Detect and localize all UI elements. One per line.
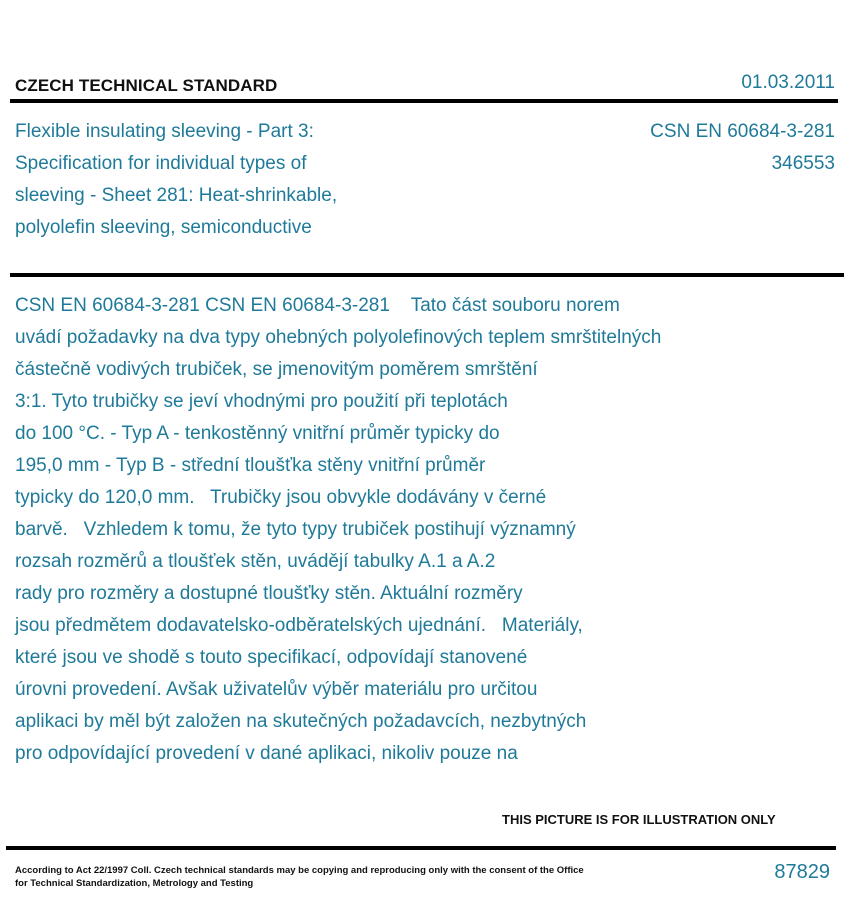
standard-code: CSN EN 60684-3-281	[650, 121, 835, 142]
section-divider	[10, 273, 844, 277]
title-line: Flexible insulating sleeving - Part 3:	[15, 121, 314, 142]
text-line: typicky do 120,0 mm. Trubičky jsou obvykle dodávány v černé	[15, 487, 547, 508]
header-label: CZECH TECHNICAL STANDARD	[15, 76, 278, 95]
text-line: aplikaci by měl být založen na skutečných požadavcích, nezbytných	[15, 711, 587, 732]
text-line: barvě. Vzhledem k tomu, že tyto typy trubiček postihují významný	[15, 519, 576, 540]
document-number: 87829	[774, 861, 830, 883]
publication-date: 01.03.2011	[741, 72, 835, 93]
legal-notice	[15, 864, 595, 890]
standard-title	[15, 116, 435, 244]
abstract-text	[15, 290, 845, 770]
title-line: Specification for individual types of	[15, 153, 307, 174]
text-line: CSN EN 60684-3-281 CSN EN 60684-3-281 Tato část souboru norem	[15, 295, 620, 316]
text-line: rady pro rozměry a dostupné tloušťky stěn. Aktuální rozměry	[15, 583, 523, 604]
title-line: sleeving - Sheet 281: Heat-shrinkable,	[15, 185, 338, 206]
text-line: uvádí požadavky na dva typy ohebných polyolefinových teplem smrštitelných	[15, 327, 662, 348]
text-line: úrovni provedení. Avšak uživatelův výběr materiálu pro určitou	[15, 679, 538, 700]
text-line: jsou předmětem dodavatelsko-odběratelských ujednání. Materiály,	[15, 615, 583, 636]
legal-line: According to Act 22/1997 Coll. Czech technical standards may be copying and reproducing only with the consent of the Office	[15, 865, 584, 876]
text-line: které jsou ve shodě s touto specifikací, odpovídají stanovené	[15, 647, 528, 668]
text-line: do 100 °C. - Typ A - tenkostěnný vnitřní průměr typicky do	[15, 423, 500, 444]
illustration-note: THIS PICTURE IS FOR ILLUSTRATION ONLY	[502, 812, 776, 827]
text-line: pro odpovídající provedení v dané aplikaci, nikoliv pouze na	[15, 743, 518, 764]
text-line: částečně vodivých trubiček, se jmenovitým poměrem smrštění	[15, 359, 538, 380]
footer-divider	[6, 846, 836, 850]
text-line: 3:1. Tyto trubičky se jeví vhodnými pro použití při teplotách	[15, 391, 508, 412]
text-line: rozsah rozměrů a tloušťek stěn, uvádějí tabulky A.1 a A.2	[15, 551, 496, 572]
standard-codes	[650, 116, 835, 180]
class-number: 346553	[771, 153, 835, 174]
header-divider	[10, 99, 838, 103]
legal-line: for Technical Standardization, Metrology and Testing	[15, 878, 254, 889]
text-line: 195,0 mm - Typ B - střední tloušťka stěny vnitřní průměr	[15, 455, 486, 476]
title-line: polyolefin sleeving, semiconductive	[15, 217, 312, 238]
